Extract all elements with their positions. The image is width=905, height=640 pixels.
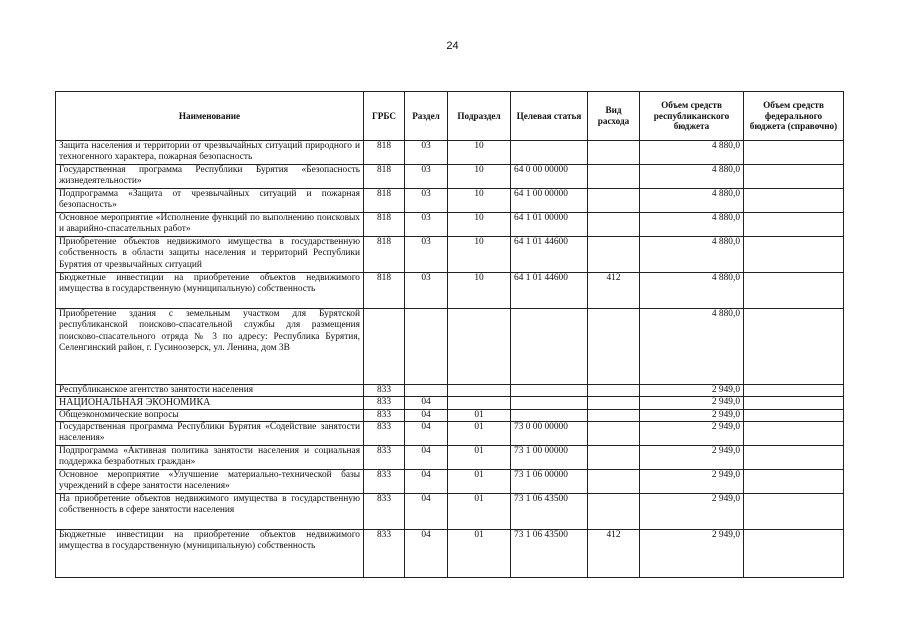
table-row: [56, 272, 844, 308]
table-row: [56, 494, 844, 530]
cell-grbs: 818: [364, 164, 405, 188]
cell-federal-budget: [744, 422, 844, 446]
cell-republic-budget: 2 949,0: [640, 409, 744, 421]
cell-target-article: [511, 384, 588, 396]
table-row: [56, 470, 844, 494]
table-row: [56, 409, 844, 421]
cell-name: Приобретение объектов недвижимого имущества в государственную собственность в области защиты населения и территорий Республики Бурятия от чрезвычайных ситуаций: [56, 236, 364, 272]
cell-federal-budget: [744, 164, 844, 188]
cell-podrazdel: 01: [448, 470, 511, 494]
cell-razdel: 03: [405, 141, 448, 165]
cell-expense-type: [588, 164, 640, 188]
table-row: [56, 397, 844, 409]
cell-republic-budget: 2 949,0: [640, 530, 744, 578]
cell-federal-budget: [744, 308, 844, 384]
cell-republic-budget: 4 880,0: [640, 212, 744, 236]
cell-name: Приобретение здания с земельным участком для Бурятской республиканской поисково-спасательной службы для размещения поисково-спасательного отряда № 3 по адресу: Республика Бурятия, Селенгинский район, г. Гусиноозерск, ул. Ленина, дом 3В: [56, 308, 364, 384]
cell-name: Бюджетные инвестиции на приобретение объектов недвижимого имущества в государственную (муниципальную) собственность: [56, 272, 364, 308]
cell-grbs: 833: [364, 422, 405, 446]
cell-expense-type: [588, 470, 640, 494]
cell-federal-budget: [744, 494, 844, 530]
header-podrazdel: Подраздел: [448, 92, 511, 141]
table-row: [56, 212, 844, 236]
cell-target-article: 64 1 01 44600: [511, 236, 588, 272]
table-row: [56, 141, 844, 165]
cell-razdel: 04: [405, 530, 448, 578]
cell-federal-budget: [744, 409, 844, 421]
cell-federal-budget: [744, 212, 844, 236]
cell-razdel: 03: [405, 272, 448, 308]
cell-podrazdel: 01: [448, 422, 511, 446]
cell-podrazdel: 01: [448, 530, 511, 578]
header-grbs: ГРБС: [364, 92, 405, 141]
cell-razdel: 03: [405, 188, 448, 212]
cell-grbs: 818: [364, 188, 405, 212]
cell-target-article: 64 0 00 00000: [511, 164, 588, 188]
cell-republic-budget: 4 880,0: [640, 308, 744, 384]
cell-grbs: 833: [364, 494, 405, 530]
cell-target-article: 64 1 01 00000: [511, 212, 588, 236]
cell-name: Республиканское агентство занятости населения: [56, 384, 364, 396]
cell-grbs: 833: [364, 384, 405, 396]
cell-razdel: 04: [405, 494, 448, 530]
cell-razdel: 03: [405, 212, 448, 236]
header-federal-budget: Объем средств федерального бюджета (справочно): [744, 92, 844, 141]
cell-republic-budget: 4 880,0: [640, 272, 744, 308]
cell-razdel: 04: [405, 409, 448, 421]
cell-target-article: 73 1 00 00000: [511, 446, 588, 470]
cell-name: Подпрограмма «Активная политика занятости населения и социальная поддержка безработных граждан»: [56, 446, 364, 470]
cell-name: Основное мероприятие «Исполнение функций по выполнению поисковых и аварийно-спасательных работ»: [56, 212, 364, 236]
cell-name: Основное мероприятие «Улучшение материально-технической базы учреждений в сфере занятости населения»: [56, 470, 364, 494]
cell-grbs: [364, 308, 405, 384]
cell-expense-type: [588, 422, 640, 446]
cell-name: Общеэкономические вопросы: [56, 409, 364, 421]
cell-expense-type: [588, 384, 640, 396]
cell-federal-budget: [744, 446, 844, 470]
cell-federal-budget: [744, 470, 844, 494]
cell-podrazdel: 01: [448, 446, 511, 470]
table-row: [56, 446, 844, 470]
cell-name: Защита населения и территории от чрезвычайных ситуаций природного и техногенного характера, пожарная безопасность: [56, 141, 364, 165]
cell-federal-budget: [744, 384, 844, 396]
cell-grbs: 833: [364, 530, 405, 578]
header-target-article: Целевая статья: [511, 92, 588, 141]
cell-podrazdel: [448, 308, 511, 384]
cell-expense-type: [588, 494, 640, 530]
cell-expense-type: [588, 188, 640, 212]
cell-target-article: 73 0 00 00000: [511, 422, 588, 446]
cell-grbs: 833: [364, 446, 405, 470]
header-expense-type: Вид расхода: [588, 92, 640, 141]
cell-target-article: [511, 308, 588, 384]
table-row: [56, 236, 844, 272]
cell-federal-budget: [744, 188, 844, 212]
cell-expense-type: [588, 236, 640, 272]
cell-republic-budget: 2 949,0: [640, 470, 744, 494]
cell-razdel: 03: [405, 164, 448, 188]
cell-expense-type: [588, 409, 640, 421]
cell-grbs: 833: [364, 470, 405, 494]
cell-razdel: [405, 384, 448, 396]
cell-podrazdel: 10: [448, 188, 511, 212]
cell-podrazdel: 10: [448, 164, 511, 188]
cell-podrazdel: 10: [448, 272, 511, 308]
cell-razdel: [405, 308, 448, 384]
page-number: 24: [446, 40, 459, 52]
budget-table: [55, 91, 844, 578]
cell-razdel: 04: [405, 422, 448, 446]
cell-name: Подпрограмма «Защита от чрезвычайных ситуаций и пожарная безопасность»: [56, 188, 364, 212]
cell-expense-type: [588, 308, 640, 384]
cell-republic-budget: 4 880,0: [640, 141, 744, 165]
cell-federal-budget: [744, 141, 844, 165]
cell-republic-budget: 2 949,0: [640, 384, 744, 396]
cell-federal-budget: [744, 530, 844, 578]
cell-expense-type: 412: [588, 272, 640, 308]
cell-grbs: 818: [364, 272, 405, 308]
cell-target-article: 73 1 06 00000: [511, 470, 588, 494]
cell-target-article: 64 1 00 00000: [511, 188, 588, 212]
cell-razdel: 03: [405, 236, 448, 272]
cell-name: На приобретение объектов недвижимого имущества в государственную собственность в сфере занятости населения: [56, 494, 364, 530]
cell-podrazdel: 10: [448, 236, 511, 272]
cell-grbs: 818: [364, 236, 405, 272]
cell-grbs: 818: [364, 212, 405, 236]
cell-republic-budget: 4 880,0: [640, 164, 744, 188]
cell-name: Бюджетные инвестиции на приобретение объектов недвижимого имущества в государственную (муниципальную) собственность: [56, 530, 364, 578]
cell-target-article: [511, 409, 588, 421]
cell-target-article: 73 1 06 43500: [511, 494, 588, 530]
cell-target-article: [511, 397, 588, 409]
cell-expense-type: [588, 397, 640, 409]
header-razdel: Раздел: [405, 92, 448, 141]
cell-republic-budget: 2 949,0: [640, 397, 744, 409]
cell-federal-budget: [744, 397, 844, 409]
cell-republic-budget: 2 949,0: [640, 422, 744, 446]
cell-razdel: 04: [405, 397, 448, 409]
cell-target-article: [511, 141, 588, 165]
cell-podrazdel: 01: [448, 409, 511, 421]
cell-podrazdel: [448, 397, 511, 409]
cell-expense-type: [588, 446, 640, 470]
cell-expense-type: 412: [588, 530, 640, 578]
cell-name: НАЦИОНАЛЬНАЯ ЭКОНОМИКА: [56, 397, 364, 409]
cell-target-article: 73 1 06 43500: [511, 530, 588, 578]
table-row: [56, 164, 844, 188]
cell-target-article: 64 1 01 44600: [511, 272, 588, 308]
cell-federal-budget: [744, 272, 844, 308]
cell-republic-budget: 4 880,0: [640, 188, 744, 212]
table-row: [56, 530, 844, 578]
cell-podrazdel: 01: [448, 494, 511, 530]
header-name: Наименование: [56, 92, 364, 141]
cell-razdel: 04: [405, 446, 448, 470]
cell-federal-budget: [744, 236, 844, 272]
table-header-row: [56, 92, 844, 141]
cell-podrazdel: 10: [448, 141, 511, 165]
cell-grbs: 833: [364, 409, 405, 421]
header-republic-budget: Объем средств республиканского бюджета: [640, 92, 744, 141]
cell-name: Государственная программа Республики Бурятия «Безопасность жизнедеятельности»: [56, 164, 364, 188]
cell-razdel: 04: [405, 470, 448, 494]
cell-expense-type: [588, 212, 640, 236]
cell-podrazdel: 10: [448, 212, 511, 236]
cell-grbs: 833: [364, 397, 405, 409]
table-row: [56, 422, 844, 446]
cell-republic-budget: 2 949,0: [640, 494, 744, 530]
cell-name: Государственная программа Республики Бурятия «Содействие занятости населения»: [56, 422, 364, 446]
table-row: [56, 308, 844, 384]
table-row: [56, 188, 844, 212]
cell-grbs: 818: [364, 141, 405, 165]
cell-expense-type: [588, 141, 640, 165]
cell-podrazdel: [448, 384, 511, 396]
cell-republic-budget: 4 880,0: [640, 236, 744, 272]
cell-republic-budget: 2 949,0: [640, 446, 744, 470]
table-row: [56, 384, 844, 396]
